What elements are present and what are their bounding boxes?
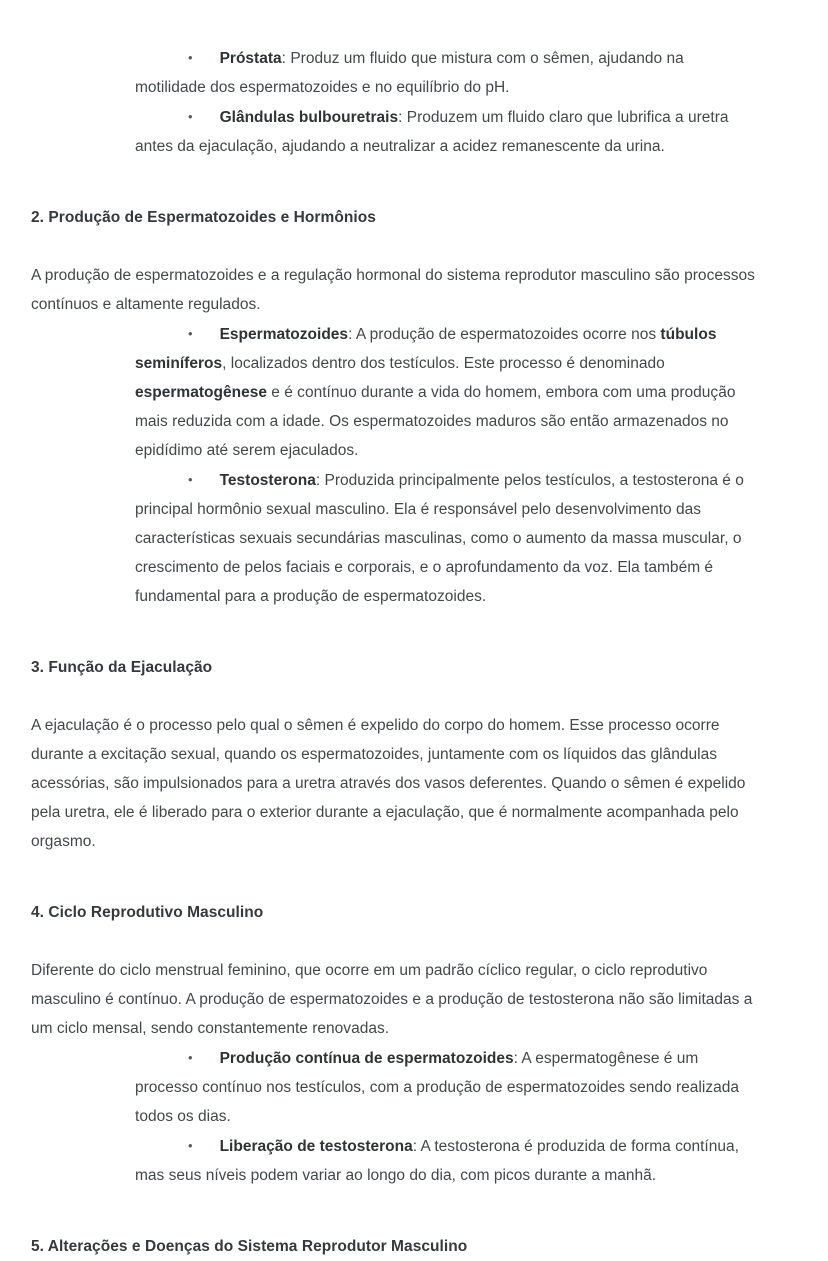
bullet-testosterona — [31, 465, 795, 611]
bullet-separator: : — [513, 1050, 522, 1067]
bullet-label: Produção contínua de espermatozoides — [219, 1050, 514, 1067]
bullet-dot-icon: • — [188, 50, 193, 65]
bullet-prostata — [31, 43, 795, 102]
heading-4: 4. Ciclo Reprodutivo Masculino — [31, 904, 264, 921]
paragraph-4: Diferente do ciclo menstrual feminino, que ocorre em um padrão cíclico regular, o ciclo reprodutivo masculino é contínuo. A produção de espermatozoides e a produção de testosterona não são limitadas a um ciclo mensal, sendo constantemente renovadas. — [31, 962, 753, 1037]
heading-2: 2. Produção de Espermatozoides e Hormônios — [31, 209, 376, 226]
bullet-emphasis: túbulos seminíferos — [135, 326, 717, 372]
bullet-text: , localizados dentro dos testículos. Este processo é denominado — [222, 355, 665, 372]
bullet-separator: : — [348, 326, 356, 343]
bullet-espermatozoides — [31, 319, 795, 465]
bullet-text: A testosterona é produzida de forma contínua, mas seus níveis podem variar ao longo do dia, com picos durante a manhã. — [135, 1138, 739, 1184]
bullet-glandulas-bulbouretrais — [31, 102, 795, 161]
bullet-dot-icon: • — [188, 1138, 193, 1153]
spacer — [31, 232, 795, 261]
heading-3: 3. Função da Ejaculação — [31, 659, 213, 676]
bullet-text: e é contínuo durante a vida do homem, embora com uma produção mais reduzida com a idade. Os espermatozoides maduros são então armazenados no epidídimo até serem ejaculados. — [135, 384, 736, 459]
bullet-label: Próstata — [219, 50, 282, 67]
spacer — [31, 856, 795, 898]
heading-5: 5. Alterações e Doenças do Sistema Reprodutor Masculino — [31, 1238, 468, 1255]
bullet-emphasis: espermatogênese — [135, 384, 267, 401]
bullet-dot-icon: • — [188, 326, 193, 341]
spacer — [31, 161, 795, 203]
bullet-text: Produzem um fluido claro que lubrifica a uretra antes da ejaculação, ajudando a neutralizar a acidez remanescente da urina. — [135, 109, 729, 155]
bullet-text: Produzida principalmente pelos testículos, a testosterona é o principal hormônio sexual masculino. Ela é responsável pelo desenvolvimento das características sexuais secundárias masculinas, como o aumento da massa muscular, o crescimento de pelos faciais e corporais, e o aprofundamento da voz. Ela também é fundamental para a produção de espermatozoides. — [135, 472, 744, 605]
document-content — [31, 43, 795, 1261]
spacer — [31, 682, 795, 711]
bullet-label: Liberação de testosterona — [219, 1138, 413, 1155]
bullet-text: A produção de espermatozoides ocorre nos — [355, 326, 661, 343]
bullet-label: Espermatozoides — [219, 326, 349, 343]
bullet-separator: : — [281, 50, 291, 67]
paragraph-2: A produção de espermatozoides e a regulação hormonal do sistema reprodutor masculino são processos contínuos e altamente regulados. — [31, 267, 755, 313]
bullet-liberacao-testosterona — [31, 1131, 795, 1190]
bullet-separator: : — [412, 1138, 421, 1155]
bullet-dot-icon: • — [188, 109, 193, 124]
spacer — [31, 927, 795, 956]
bullet-separator: : — [398, 109, 407, 126]
bullet-separator: : — [315, 472, 325, 489]
paragraph-3: A ejaculação é o processo pelo qual o sêmen é expelido do corpo do homem. Esse processo ocorre durante a excitação sexual, quando os espermatozoides, juntamente com os líquidos das glândulas acessórias, são impulsionados para a uretra através dos vasos deferentes. Quando o sêmen é expelido pela uretra, ele é liberado para o exterior durante a ejaculação, que é normalmente acompanhada pelo orgasmo. — [31, 717, 746, 850]
bullet-text: Produz um fluido que mistura com o sêmen, ajudando na motilidade dos espermatozoides e no equilíbrio do pH. — [135, 50, 684, 96]
bullet-dot-icon: • — [188, 472, 193, 487]
bullet-producao-continua — [31, 1043, 795, 1131]
bullet-label: Glândulas bulbouretrais — [219, 109, 399, 126]
spacer — [31, 611, 795, 653]
bullet-label: Testosterona — [219, 472, 316, 489]
bullet-text: A espermatogênese é um processo contínuo nos testículos, com a produção de espermatozoides sendo realizada todos os dias. — [135, 1050, 739, 1125]
spacer — [31, 1190, 795, 1232]
bullet-dot-icon: • — [188, 1050, 193, 1065]
